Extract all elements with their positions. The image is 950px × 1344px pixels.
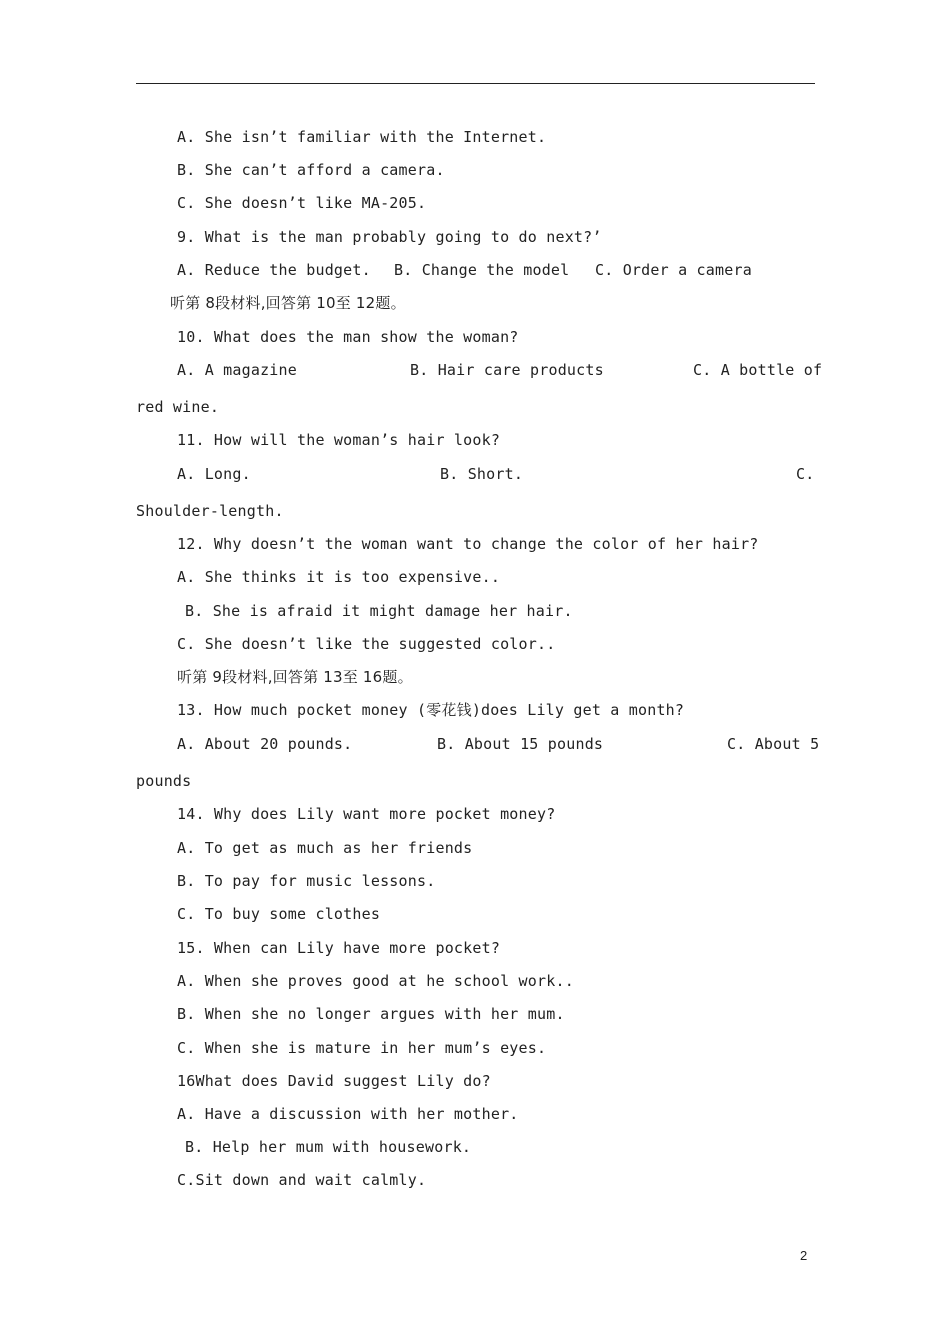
option-8c: C. She doesn’t like MA-205. — [177, 194, 427, 212]
option-13a: A. About 20 pounds. — [177, 735, 353, 753]
option-15a: A. When she proves good at he school work.. — [177, 972, 574, 990]
option-13b: B. About 15 pounds — [437, 735, 604, 753]
option-11a: A. Long. — [177, 465, 251, 483]
section-9-heading: 听第 9段材料,回答第 13至 16题。 — [177, 668, 413, 686]
option-9c: C. Order a camera — [595, 261, 752, 279]
option-12a: A. She thinks it is too expensive.. — [177, 568, 501, 586]
option-11c-continued: Shoulder-length. — [136, 502, 284, 520]
question-15: 15. When can Lily have more pocket? — [177, 939, 501, 957]
question-9: 9. What is the man probably going to do next?’ — [177, 228, 602, 246]
option-12b: B. She is afraid it might damage her hair. — [185, 602, 573, 620]
question-16: 16What does David suggest Lily do? — [177, 1072, 491, 1090]
option-9a: A. Reduce the budget. — [177, 261, 371, 279]
option-10c: C. A bottle of — [693, 361, 823, 379]
section-8-heading: 听第 8段材料,回答第 10至 12题。 — [170, 294, 406, 312]
option-14b: B. To pay for music lessons. — [177, 872, 436, 890]
option-10c-continued: red wine. — [136, 398, 220, 416]
option-12c: C. She doesn’t like the suggested color.. — [177, 635, 556, 653]
question-10: 10. What does the man show the woman? — [177, 328, 519, 346]
question-13: 13. How much pocket money (零花钱)does Lily get a month? — [177, 701, 685, 719]
option-15b: B. When she no longer argues with her mum. — [177, 1005, 565, 1023]
option-16a: A. Have a discussion with her mother. — [177, 1105, 519, 1123]
question-12: 12. Why doesn’t the woman want to change the color of her hair? — [177, 535, 759, 553]
question-14: 14. Why does Lily want more pocket money? — [177, 805, 556, 823]
option-13c: C. About 5 — [727, 735, 820, 753]
option-9b: B. Change the model — [394, 261, 570, 279]
option-11c: C. — [796, 465, 815, 483]
header-rule — [136, 83, 815, 84]
option-10b: B. Hair care products — [410, 361, 604, 379]
option-14a: A. To get as much as her friends — [177, 839, 473, 857]
option-8a: A. She isn’t familiar with the Internet. — [177, 128, 547, 146]
option-11b: B. Short. — [440, 465, 524, 483]
option-16b: B. Help her mum with housework. — [185, 1138, 472, 1156]
option-10a: A. A magazine — [177, 361, 297, 379]
option-8b: B. She can’t afford a camera. — [177, 161, 445, 179]
page-number: 2 — [800, 1248, 808, 1263]
option-15c: C. When she is mature in her mum’s eyes. — [177, 1039, 547, 1057]
option-14c: C. To buy some clothes — [177, 905, 381, 923]
question-11: 11. How will the woman’s hair look? — [177, 431, 501, 449]
option-13c-continued: pounds — [136, 772, 192, 790]
option-16c: C.Sit down and wait calmly. — [177, 1171, 427, 1189]
